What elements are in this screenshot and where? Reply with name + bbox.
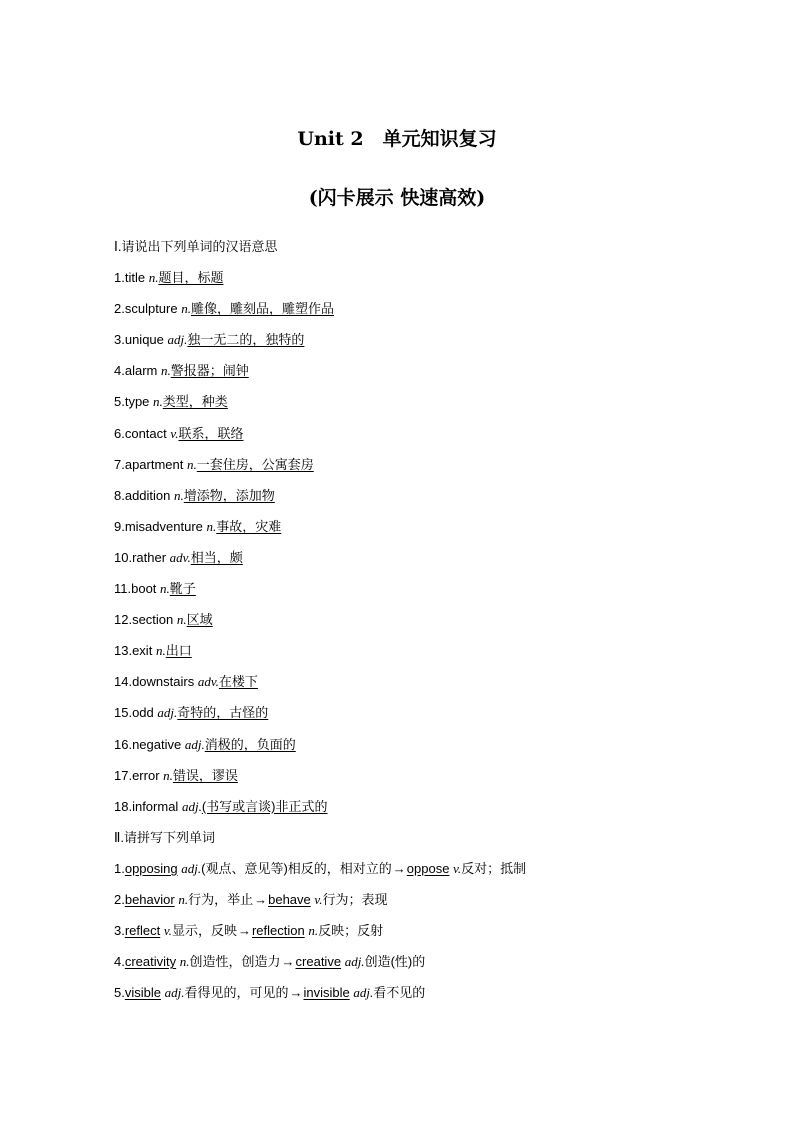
item-number: 9. bbox=[114, 518, 125, 534]
item-part-of-speech: n. bbox=[153, 394, 163, 410]
section-heading-2: Ⅱ.请拼写下列单词 bbox=[114, 829, 216, 845]
item-meaning-answer: 区域 bbox=[186, 612, 213, 628]
item-part-of-speech: n. bbox=[174, 487, 184, 503]
item-word: misadventure bbox=[124, 518, 203, 534]
item-part-of-speech: n. bbox=[187, 456, 197, 472]
item-meaning-answer: 靴子 bbox=[169, 581, 196, 597]
item-part-of-speech: adv. bbox=[197, 674, 219, 690]
list-item bbox=[114, 549, 734, 580]
arrow-icon: → bbox=[254, 891, 268, 907]
derived-word-answer: creative bbox=[295, 954, 342, 970]
list-item bbox=[114, 300, 734, 331]
item-number: 4. bbox=[114, 363, 125, 379]
list-item bbox=[114, 269, 734, 300]
derived-word-answer: invisible bbox=[303, 985, 350, 1001]
list-item bbox=[114, 704, 734, 735]
item-number: 17. bbox=[114, 767, 133, 783]
derived-word-answer: behave bbox=[268, 891, 311, 907]
item-part-of-speech: n. bbox=[176, 612, 187, 628]
derived-part-of-speech: v. bbox=[314, 891, 323, 907]
item-meaning: 行为，举止 bbox=[188, 891, 254, 907]
item-word: alarm bbox=[124, 363, 158, 379]
item-meaning-answer: 一套住房，公寓套房 bbox=[196, 456, 314, 472]
item-part-of-speech: v. bbox=[170, 425, 179, 441]
item-meaning-answer: 奇特的，古怪的 bbox=[177, 705, 269, 721]
derived-part-of-speech: adj. bbox=[353, 985, 374, 1001]
item-word: informal bbox=[132, 798, 179, 814]
arrow-icon: → bbox=[392, 860, 406, 876]
list-item bbox=[114, 642, 734, 673]
item-meaning: (观点、意见等)相反的，相对立的 bbox=[201, 860, 392, 876]
derived-word-answer: reflection bbox=[251, 923, 305, 939]
item-number: 12. bbox=[114, 612, 133, 628]
item-word-answer: opposing bbox=[124, 860, 178, 876]
item-number: 1. bbox=[114, 270, 125, 286]
item-word: sculpture bbox=[124, 301, 178, 317]
item-part-of-speech: v. bbox=[163, 923, 172, 939]
item-number: 1. bbox=[114, 860, 125, 876]
list-item bbox=[114, 362, 734, 393]
item-word: negative bbox=[132, 736, 182, 752]
derived-part-of-speech: v. bbox=[453, 860, 462, 876]
list-item bbox=[114, 331, 734, 362]
arrow-icon: → bbox=[289, 985, 303, 1001]
item-word: contact bbox=[124, 425, 167, 441]
list-item bbox=[114, 860, 734, 891]
item-word: apartment bbox=[124, 456, 184, 472]
arrow-icon: → bbox=[281, 954, 295, 970]
derived-meaning: 看不见的 bbox=[373, 985, 426, 1001]
derived-meaning: 创造(性)的 bbox=[364, 954, 426, 970]
item-part-of-speech: n. bbox=[163, 767, 173, 783]
arrow-icon: → bbox=[237, 923, 251, 939]
item-word: rather bbox=[132, 549, 167, 565]
item-word: unique bbox=[124, 332, 164, 348]
derived-meaning: 行为；表现 bbox=[322, 891, 388, 907]
item-meaning-answer: 题目，标题 bbox=[158, 270, 224, 286]
item-word: error bbox=[132, 767, 160, 783]
list-item bbox=[114, 736, 734, 767]
item-word-answer: visible bbox=[124, 985, 161, 1001]
item-meaning-answer: 雕像，雕刻品，雕塑作品 bbox=[190, 301, 334, 317]
derived-word-answer: oppose bbox=[406, 860, 450, 876]
item-part-of-speech: adj. bbox=[167, 332, 188, 348]
list-item bbox=[114, 891, 734, 922]
item-meaning-answer: 出口 bbox=[165, 643, 192, 659]
item-meaning: 显示，反映 bbox=[171, 923, 237, 939]
item-number: 5. bbox=[114, 985, 125, 1001]
derived-part-of-speech: adj. bbox=[344, 954, 365, 970]
item-number: 6. bbox=[114, 425, 125, 441]
page-subtitle: (闪卡展示 快速高效) bbox=[308, 187, 486, 209]
item-part-of-speech: n. bbox=[155, 643, 166, 659]
item-number: 15. bbox=[114, 705, 133, 721]
item-part-of-speech: adj. bbox=[164, 985, 185, 1001]
item-part-of-speech: adv. bbox=[169, 549, 191, 565]
item-part-of-speech: n. bbox=[160, 581, 170, 597]
item-meaning-answer: 错误，谬误 bbox=[172, 767, 238, 783]
list-item bbox=[114, 487, 734, 518]
item-part-of-speech: n. bbox=[206, 518, 217, 534]
item-number: 2. bbox=[114, 301, 125, 317]
item-word: boot bbox=[131, 581, 157, 597]
item-meaning-answer: (书写或言谈)非正式的 bbox=[201, 798, 328, 814]
item-word: title bbox=[124, 270, 146, 286]
item-number: 14. bbox=[114, 674, 133, 690]
item-number: 2. bbox=[114, 891, 125, 907]
list-item bbox=[114, 518, 734, 549]
item-meaning: 创造性，创造力 bbox=[189, 954, 281, 970]
document-body bbox=[114, 238, 734, 1015]
list-item bbox=[114, 673, 734, 704]
item-number: 16. bbox=[114, 736, 133, 752]
vocab-spelling-list bbox=[114, 860, 734, 1015]
item-word: exit bbox=[132, 643, 153, 659]
item-part-of-speech: adj. bbox=[181, 860, 202, 876]
item-number: 18. bbox=[114, 798, 133, 814]
list-item bbox=[114, 922, 734, 953]
item-word: section bbox=[132, 612, 174, 628]
derived-meaning: 反对；抵制 bbox=[461, 860, 527, 876]
item-meaning-answer: 消极的，负面的 bbox=[204, 736, 296, 752]
item-number: 3. bbox=[114, 923, 125, 939]
item-word: odd bbox=[132, 705, 154, 721]
item-number: 3. bbox=[114, 332, 125, 348]
item-word-answer: behavior bbox=[124, 891, 175, 907]
item-part-of-speech: n. bbox=[160, 363, 171, 379]
list-item bbox=[114, 425, 734, 456]
item-number: 11. bbox=[114, 581, 132, 597]
item-meaning-answer: 相当，颇 bbox=[190, 549, 243, 565]
item-meaning-answer: 独一无二的，独特的 bbox=[187, 332, 305, 348]
list-item bbox=[114, 456, 734, 487]
item-number: 4. bbox=[114, 954, 125, 970]
item-meaning-answer: 类型，种类 bbox=[162, 394, 228, 410]
item-number: 5. bbox=[114, 394, 125, 410]
item-meaning-answer: 在楼下 bbox=[218, 674, 258, 690]
item-part-of-speech: n. bbox=[179, 954, 190, 970]
item-word-answer: reflect bbox=[124, 923, 161, 939]
list-item bbox=[114, 580, 734, 611]
list-item bbox=[114, 611, 734, 642]
item-meaning-answer: 增添物，添加物 bbox=[183, 487, 275, 503]
page-title: Unit 2 单元知识复习 bbox=[297, 128, 497, 150]
item-word-answer: creativity bbox=[124, 954, 177, 970]
derived-part-of-speech: n. bbox=[308, 923, 319, 939]
item-number: 10. bbox=[114, 549, 133, 565]
list-item bbox=[114, 984, 734, 1015]
derived-meaning: 反映；反射 bbox=[318, 923, 384, 939]
item-word: downstairs bbox=[132, 674, 195, 690]
item-meaning-answer: 事故，灾难 bbox=[216, 518, 282, 534]
item-part-of-speech: adj. bbox=[181, 798, 202, 814]
list-item bbox=[114, 798, 734, 829]
list-item bbox=[114, 393, 734, 424]
section-heading-1: Ⅰ.请说出下列单词的汉语意思 bbox=[114, 239, 278, 254]
item-part-of-speech: n. bbox=[178, 891, 189, 907]
list-item bbox=[114, 767, 734, 798]
item-part-of-speech: adj. bbox=[157, 705, 178, 721]
item-meaning-answer: 警报器；闹钟 bbox=[170, 363, 249, 379]
item-part-of-speech: adj. bbox=[184, 736, 205, 752]
item-word: type bbox=[124, 394, 150, 410]
item-part-of-speech: n. bbox=[148, 270, 159, 286]
item-meaning-answer: 联系，联络 bbox=[178, 425, 244, 441]
item-number: 13. bbox=[114, 643, 133, 659]
item-word: addition bbox=[124, 487, 171, 503]
item-number: 7. bbox=[114, 456, 125, 472]
list-item bbox=[114, 953, 734, 984]
item-part-of-speech: n. bbox=[181, 301, 191, 317]
item-meaning: 看得见的，可见的 bbox=[184, 985, 289, 1001]
vocab-meaning-list bbox=[114, 269, 734, 829]
item-number: 8. bbox=[114, 487, 125, 503]
